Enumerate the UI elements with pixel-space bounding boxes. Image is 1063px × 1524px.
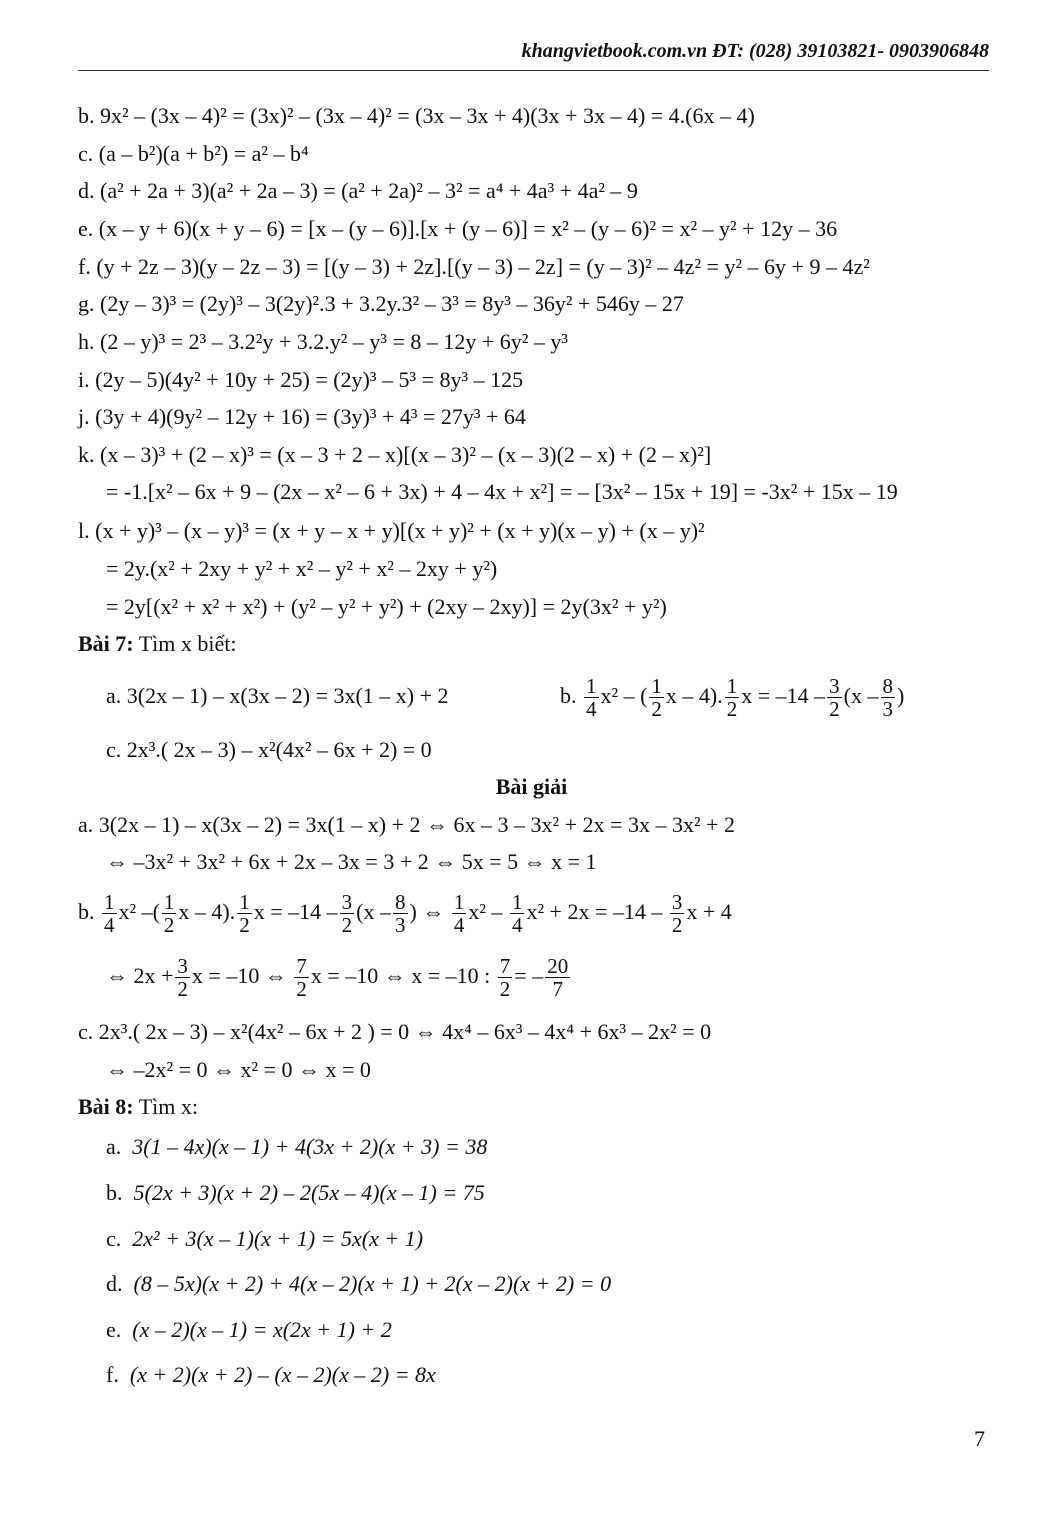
page-header: khangvietbook.com.vn ĐT: (028) 39103821- 0903906848 [78,40,989,71]
bai8-item-e: e. (x – 2)(x – 1) = x(2x + 1) + 2 [106,1317,392,1342]
fraction-1-4: $\frac{1}{4}$ [104,890,115,938]
solution-a1: a. 3(2x – 1) – x(3x – 2) = 3x(1 – x) + 2 ⇔ 6x – 3 – 3x² + 2x = 3x – 3x² + 2 [78,812,735,837]
line-b: b. 9x² – (3x – 4)² = (3x)² – (3x – 4)² = (3x – 3x + 4)(3x + 3x – 4) = 4.(6x – 4) [78,103,755,128]
fraction-3-2: $\frac{3}{2}$ [177,954,188,1002]
line-l2: = 2y.(x² + 2xy + y² + x² – y² + x² – 2xy + y²) [106,556,498,581]
line-j: j. (3y + 4)(9y² – 12y + 16) = (3y)³ + 4³ = 27y³ + 64 [78,404,526,429]
bai7-heading [78,631,237,657]
fraction-8-3: $\frac{8}{3}$ [395,890,406,938]
fraction-7-2: $\frac{7}{2}$ [296,954,307,1002]
bai8-prompt: Tìm x: [133,1094,199,1119]
bai8-item-c: c. 2x² + 3(x – 1)(x + 1) = 5x(x + 1) [106,1226,424,1251]
bai8-heading [78,1094,198,1120]
bai7-c: c. 2x³.( 2x – 3) – x²(4x² – 6x + 2) = 0 [106,737,432,762]
line-d: d. (a² + 2a + 3)(a² + 2a – 3) = (a² + 2a)² – 3² = a⁴ + 4a³ + 4a² – 9 [78,178,638,203]
bai8-item-d: d. (8 – 5x)(x + 2) + 4(x – 2)(x + 1) + 2(x – 2)(x + 2) = 0 [106,1271,612,1296]
fraction-1-2: $\frac{1}{2}$ [239,890,250,938]
line-l1: l. (x + y)³ – (x – y)³ = (x + y – x + y)[(x + y)² + (x + y)(x – y) + (x – y)² [78,518,705,543]
fraction-1-4: $\frac{1}{4}$ [453,890,465,938]
fraction-1-2: $\frac{1}{2}$ [651,674,662,722]
fraction-1-4: $\frac{1}{4}$ [586,674,597,722]
fraction-3-2: $\frac{3}{2}$ [671,890,683,938]
fraction-3-2: $\frac{3}{2}$ [829,674,840,722]
solution-b2: ⇔ 2x + $\frac{3}{2}$ x = –10 ⇔ $\frac{7}{2}$ x = –10 ⇔ x = –10 : $\frac{7}{2}$ = – $\frac{20}{7}$ [106,954,569,1002]
fraction-20-7: $\frac{20}{7}$ [547,954,569,1002]
line-g: g. (2y – 3)³ = (2y)³ – 3(2y)².3 + 3.2y.3² – 3³ = 8y³ – 36y² + 546y – 27 [78,291,684,316]
bai7-b-label: b. [560,683,577,708]
fraction-3-2: $\frac{3}{2}$ [341,890,353,938]
bai8-item-f: f. (x + 2)(x + 2) – (x – 2)(x – 2) = 8x [106,1362,436,1387]
fraction-1-2: $\frac{1}{2}$ [726,674,738,722]
bai7-a: a. 3(2x – 1) – x(3x – 2) = 3x(1 – x) + 2 [106,683,449,708]
bai8-item-a: a. 3(1 – 4x)(x – 1) + 4(3x + 2)(x + 3) = 38 [106,1134,488,1159]
fraction-1-4: $\frac{1}{4}$ [511,890,523,938]
solution-a2: ⇔ –3x² + 3x² + 6x + 2x – 3x = 3 + 2 ⇔ 5x = 5 ⇔ x = 1 [106,849,597,874]
line-k2: = -1.[x² – 6x + 9 – (2x – x² – 6 + 3x) + 4 – 4x + x²] = – [3x² – 15x + 19] = -3x² + 15x – 19 [106,479,898,504]
solution-c2: ⇔ –2x² = 0 ⇔ x² = 0 ⇔ x = 0 [106,1057,371,1082]
solution-title: Bài giải [495,774,568,799]
solution-b-label: b. [78,899,95,924]
fraction-1-2: $\frac{1}{2}$ [163,890,175,938]
line-e: e. (x – y + 6)(x + y – 6) = [x – (y – 6)].[x + (y – 6)] = x² – (y – 6)² = x² – y² + 12y – 36 [78,216,838,241]
line-c: c. (a – b²)(a + b²) = a² – b⁴ [78,141,309,166]
line-l3: = 2y[(x² + x² + x²) + (y² – y² + y²) + (2xy – 2xy)] = 2y(3x² + y²) [106,594,667,619]
line-k1: k. (x – 3)³ + (2 – x)³ = (x – 3 + 2 – x)[(x – 3)² – (x – 3)(2 – x) + (2 – x)²] [78,442,712,467]
solution-b1: b. $\frac{1}{4}$ x² –( $\frac{1}{2}$ x – 4). $\frac{1}{2}$ x = –14 – $\frac{3}{2}$ (x – $\frac{8}{3}$ ) ⇔ $\frac{1}{4}$ x² – $\frac{1}{4}$ x² + 2x = –14 – $\frac{3}{2}$ x + 4 [78,890,732,938]
bai8-title: Bài 8: [78,1094,134,1119]
fraction-7-2: $\frac{7}{2}$ [499,954,511,1002]
line-f: f. (y + 2z – 3)(y – 2z – 3) = [(y – 3) + 2z].[(y – 3) – 2z] = (y – 3)² – 4z² = y² – 6y + 9 – 4z² [78,254,870,279]
page-number: 7 [974,1426,985,1451]
bai7-title: Bài 7: [78,631,134,656]
line-i: i. (2y – 5)(4y² + 10y + 25) = (2y)³ – 5³ = 8y³ – 125 [78,367,524,392]
bai7-b: b. $\frac{1}{4}$ x² – ( $\frac{1}{2}$ x – 4). $\frac{1}{2}$ x = –14 – $\frac{3}{2}$ (x – $\frac{8}{3}$ ) [560,674,905,722]
bai7-prompt: Tìm x biết: [133,631,237,656]
line-h: h. (2 – y)³ = 2³ – 3.2²y + 3.2.y² – y³ = 8 – 12y + 6y² – y³ [78,329,568,354]
fraction-8-3: $\frac{8}{3}$ [882,674,893,722]
solution-c1: c. 2x³.( 2x – 3) – x²(4x² – 6x + 2 ) = 0 ⇔ 4x⁴ – 6x³ – 4x⁴ + 6x³ – 2x² = 0 [78,1019,712,1044]
bai8-item-b: b. 5(2x + 3)(x + 2) – 2(5x – 4)(x – 1) = 75 [106,1180,485,1205]
